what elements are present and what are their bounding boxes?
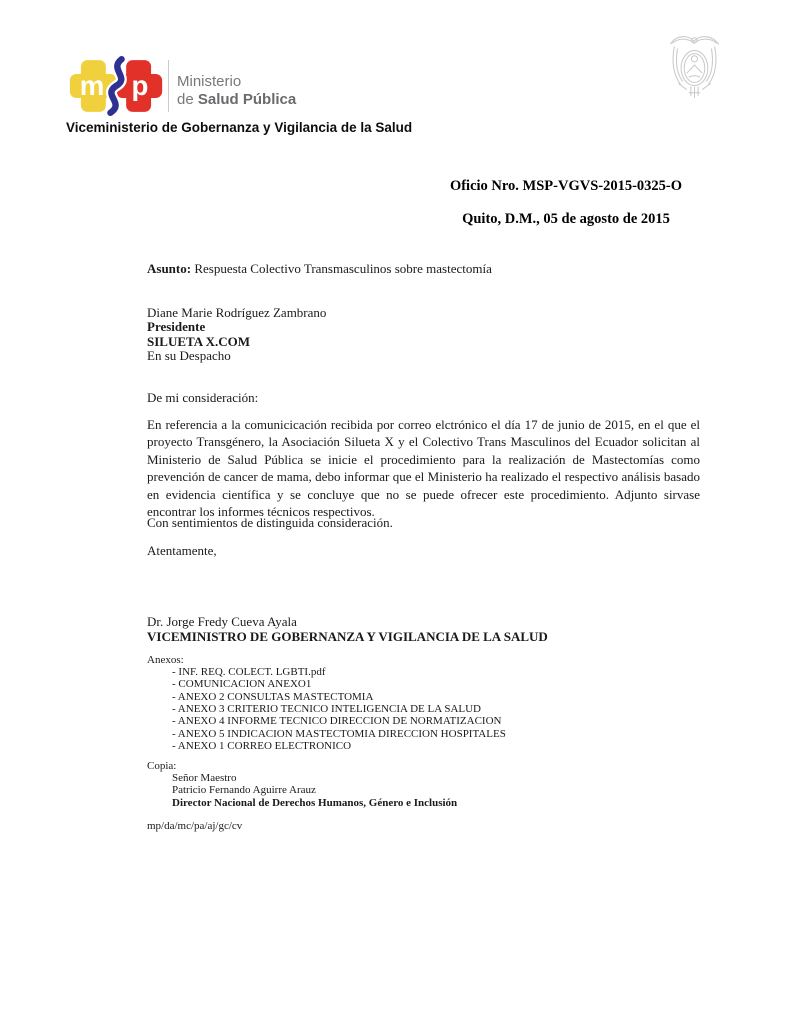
recipient-block [147, 306, 547, 363]
salutation: De mi consideración: [147, 390, 259, 405]
recipient-name: Diane Marie Rodríguez Zambrano [147, 305, 327, 320]
ministry-line2-prefix: de [177, 90, 198, 108]
oficio-block [420, 178, 712, 228]
reference-initials: mp/da/mc/pa/aj/gc/cv [147, 820, 243, 832]
signature-block [147, 615, 700, 644]
copy-list [172, 772, 457, 809]
copy-recipient: Señor Maestro [172, 772, 237, 784]
annexes-list [172, 666, 506, 752]
oficio-date: Quito, D.M., 05 de agosto de 2015 [462, 211, 670, 227]
msp-logo [68, 56, 164, 116]
annex-item: - ANEXO 2 CONSULTAS MASTECTOMIA [172, 690, 374, 703]
svg-text:p: p [131, 70, 149, 102]
ministry-name [177, 73, 296, 108]
annexes-label: Anexos: [147, 654, 184, 666]
signer-name: Dr. Jorge Fredy Cueva Ayala [147, 614, 297, 629]
copy-label: Copia: [147, 760, 177, 772]
subject-line [147, 261, 700, 277]
body-paragraph: En referencia a la comunicicación recibida por correo elctrónico el día 17 de junio de 2015, en el que el proyecto Transgénero, la Asociación Silueta X y el Colectivo Trans Masculinos del Ecuador solicitan al Ministerio de Salud Pública se inicie el procedimiento para la realización de Mastectomías como prevención de cancer de mama, debo informar que el Ministerio ha realizado el respectivo análisis basado en evidencia científica y se concluye que no se puede ofrecer este procedimiento. Adjunto sirvase encontrar los informes técnicos respectivos. [147, 417, 700, 520]
recipient-organization: SILUETA X.COM [147, 333, 251, 349]
annex-item: - ANEXO 3 CRITERIO TECNICO INTELIGENCIA DE LA SALUD [172, 703, 481, 716]
ministry-line1: Ministerio [177, 73, 242, 90]
signoff-line: Atentamente, [147, 543, 217, 558]
department-heading: Viceministerio de Gobernanza y Vigilancia de la Salud [66, 120, 413, 135]
msp-logo-icon [68, 56, 164, 116]
annex-item: - INF. REQ. COLECT. LGBTI.pdf [172, 666, 326, 678]
closing-line: Con sentimientos de distinguida consideración. [147, 515, 393, 530]
copy-recipient: Patricio Fernando Aguirre Arauz [172, 784, 316, 797]
oficio-number: Oficio Nro. MSP-VGVS-2015-0325-O [449, 178, 683, 194]
ecuador-coat-of-arms-icon [664, 30, 726, 102]
annex-item: - ANEXO 5 INDICACION MASTECTOMIA DIRECCION HOSPITALES [172, 727, 506, 740]
signer-title: VICEMINISTRO DE GOBERNANZA Y VIGILANCIA DE LA SALUD [147, 628, 548, 644]
subject-label: Asunto: [147, 261, 192, 276]
subject-text: Respuesta Colectivo Transmasculinos sobre mastectomía [191, 261, 492, 276]
copy-recipient-title: Director Nacional de Derechos Humanos, Género e Inclusión [172, 796, 458, 809]
annex-item: - COMUNICACION ANEXO1 [172, 678, 312, 691]
recipient-location: En su Despacho [147, 347, 231, 363]
ministry-line2-bold: Salud Pública [197, 90, 297, 108]
recipient-title: Presidente [147, 319, 206, 335]
annex-item: - ANEXO 1 CORREO ELECTRONICO [172, 740, 352, 753]
annex-item: - ANEXO 4 INFORME TECNICO DIRECCION DE NORMATIZACION [172, 715, 502, 728]
svg-text:m: m [79, 70, 105, 102]
logo-divider [168, 60, 169, 112]
